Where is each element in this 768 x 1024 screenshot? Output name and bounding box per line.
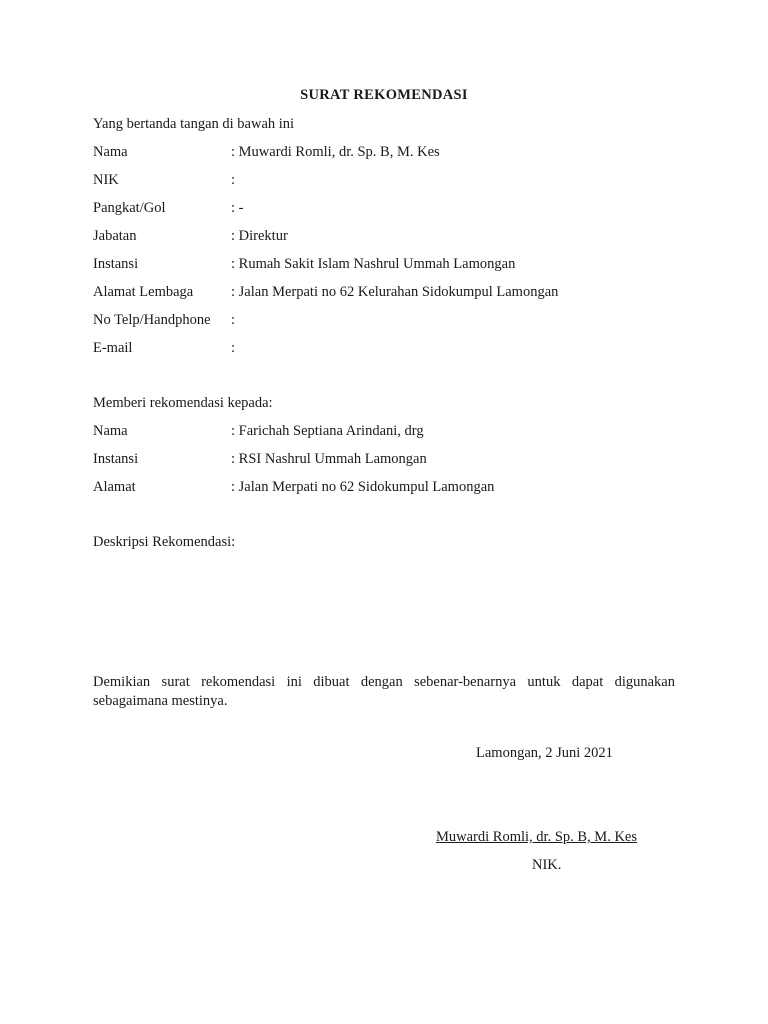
- field-value: : Jalan Merpati no 62 Kelurahan Sidokumpul Lamongan: [231, 284, 559, 300]
- field-value: : Direktur: [231, 228, 288, 244]
- signatory-field-jabatan: [93, 228, 713, 248]
- recipient-field-instansi: [93, 451, 713, 471]
- signatory-field-email: [93, 340, 713, 360]
- field-value: :: [231, 172, 236, 188]
- field-value: : Muwardi Romli, dr. Sp. B, M. Kes: [231, 144, 440, 160]
- signatory-field-telp: [93, 312, 713, 332]
- closing-paragraph: [93, 673, 675, 711]
- signatory-field-nik: [93, 172, 713, 192]
- field-value: : Rumah Sakit Islam Nashrul Ummah Lamongan: [231, 256, 516, 272]
- recipient-field-nama: [93, 423, 713, 443]
- field-label: E-mail: [93, 340, 133, 356]
- signer-nik: NIK.: [532, 857, 562, 873]
- field-value: :: [231, 312, 236, 328]
- signatory-field-alamat-lembaga: [93, 284, 713, 304]
- place-date: Lamongan, 2 Juni 2021: [476, 745, 613, 761]
- document-title: SURAT REKOMENDASI: [300, 87, 468, 103]
- field-label: No Telp/Handphone: [93, 312, 211, 328]
- signatory-field-instansi: [93, 256, 713, 276]
- field-label: Alamat Lembaga: [93, 284, 194, 300]
- intro-text: Yang bertanda tangan di bawah ini: [93, 116, 295, 132]
- field-value: : RSI Nashrul Ummah Lamongan: [231, 451, 427, 467]
- field-label: Jabatan: [93, 228, 137, 244]
- closing-line-2: sebagaimana mestinya.: [93, 693, 228, 709]
- field-label: Alamat: [93, 479, 136, 495]
- signer-name: Muwardi Romli, dr. Sp. B, M. Kes: [436, 829, 637, 845]
- field-label: Instansi: [93, 451, 139, 467]
- recommend-intro: Memberi rekomendasi kepada:: [93, 395, 273, 411]
- field-value: : -: [231, 200, 244, 216]
- closing-line-1: Demikian surat rekomendasi ini dibuat dengan sebenar-benarnya untuk dapat digunakan: [93, 674, 675, 690]
- field-value: :: [231, 340, 236, 356]
- signatory-field-pangkat: [93, 200, 713, 220]
- description-label: Deskripsi Rekomendasi:: [93, 534, 236, 550]
- field-label: Instansi: [93, 256, 139, 272]
- field-label: NIK: [93, 172, 119, 188]
- recipient-field-alamat: [93, 479, 713, 499]
- field-label: Nama: [93, 144, 128, 160]
- signatory-field-nama: [93, 144, 713, 164]
- field-value: : Jalan Merpati no 62 Sidokumpul Lamongan: [231, 479, 495, 495]
- field-label: Nama: [93, 423, 128, 439]
- field-label: Pangkat/Gol: [93, 200, 166, 216]
- field-value: : Farichah Septiana Arindani, drg: [231, 423, 424, 439]
